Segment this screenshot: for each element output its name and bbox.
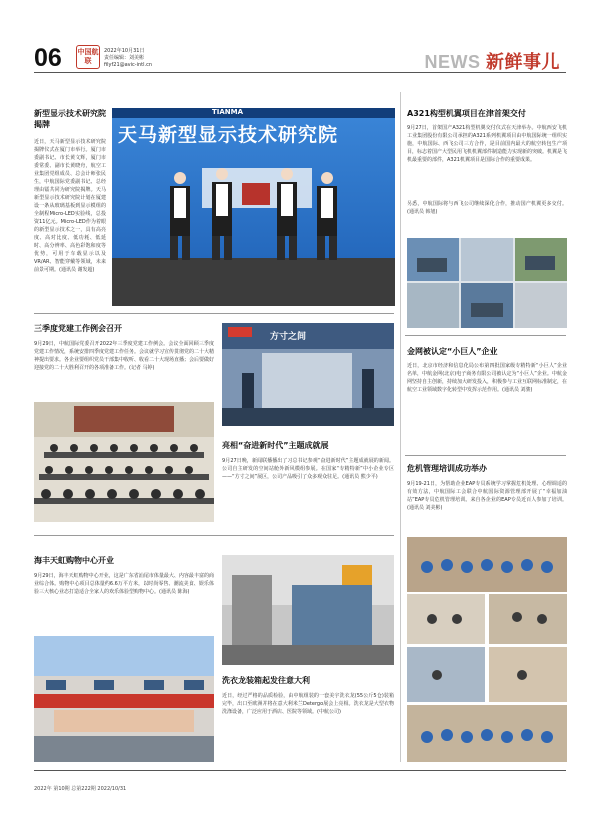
article-body-mall: 9月29日，海丰天虹购物中心开业，这是广东省汕尾市体量最大、内容最丰富的商业综合体。购物中心项目总体量约6.6万平方米，以时尚零售、潮流美食、娱乐体验三大核心业态打造适合全家人的欢乐体验型购物中心。(通讯员 陈海) (34, 573, 214, 595)
section-title-zh: 新鲜事儿 (486, 52, 560, 72)
article-title-forum: 亮相“奋进新时代”主题成就展 (222, 441, 329, 450)
section-title-en: NEWS (424, 52, 481, 72)
meeting-photo (34, 402, 214, 522)
article-title-mall: 海丰天虹购物中心开业 (34, 556, 114, 565)
exhibition-photo-caption: 方寸之间 (270, 332, 307, 342)
institute-ceremony-photo (112, 108, 395, 306)
article-title-training: 危机管理培训成功举办 (407, 464, 487, 473)
issue-meta (104, 48, 152, 69)
article-body-a321-extra: 另悉，中航国际将与西飞公司继续深化合作，推动国产机翼更多交付。(通讯员 韩旭) (407, 201, 567, 215)
header-rule (34, 72, 566, 73)
photo-banner-text: 天马新型显示技术研究院 (118, 124, 339, 146)
article-body-dragon: 近日，经过严格的品质检验，由中航组装的一套美宇洗衣龙(55公斤5仓)装箱完毕，出口至欧洲并将在意大利米兰Detergo展会上亮相。洗衣龙是大型衣物洗涤设备，广泛应用于酒店、医院等领域。(中航公司) (222, 693, 394, 715)
article-body-forum: 9月27日晚，新闻联播播出了习总书记参观“奋进新时代”主题成就展的新闻。公司自主研发的空间站舱外新风模组参展。在国家“专精特新”中小企业专区——“方寸之间”展区，公司产品吸引了众多观众驻足。(通讯员 熊少平) (222, 458, 394, 480)
article-body-a321: 9月27日，首架国产A321构型机翼交付仪式在天津举办。中航西安飞机工业集团股份有限公司承担的A321系列机翼项目由中航国际统一组织实施，中航国际、西飞公司三方合作，是目前国内最大的航空转包生产项目，标志着国产大型民用飞机机翼部件制造能力实现新的突破。机翼是飞机最重要的部件，A321机翼项目是国际合作的重要成果。 (407, 125, 567, 163)
section-rule (34, 313, 394, 314)
column-divider (400, 92, 401, 762)
article-body-training: 9月19-21日，为帮助企业EAP专员系统学习掌握危机处理、心理调适的有效方法，中航国际工会联合中航国际资源管理部开展了“幸福加油站”EAP专员危机管理培训。来自各企业的EAP专员近百人参加了培训。(通讯员 刘美彬) (407, 481, 567, 511)
photo-brand-text: TIANMA (212, 108, 244, 116)
article-title-little-giant: 金网被认定“小巨人”企业 (407, 347, 498, 356)
article-body-little-giant: 近日，北京市经济和信息化局公布第四批国家级专精特新“小巨人”企业名单，中航金网(北京)电子商务有限公司被认定为“小巨人”企业。中航金网坚持自主创新，持续加大研发投入，积极参与工业互联网标准制定，在航空工业领域数字化转型中发挥示范作用。(通讯员 刘骏) (407, 363, 567, 393)
section-rule (34, 535, 394, 536)
issue-date: 2022年10月31日 (104, 48, 145, 54)
article-body-display: 近日，天马新型显示技术研究院揭牌仪式在厦门市举行。厦门市委副书记、市长黄文辉，厦门市委常委、副市长黄晓舟，航空工业集团党组成员、总会计师张民生，中航国际党委副书记、总经理由镭共同为研究院揭牌。天马新型显示技术研究院计划在厦建设一条从玻璃基板到显示模组的全制程Micro-LED实验线，总投资11亿元。Micro-LED作为着眼的新型显示技术之一，具有高亮度、高对比度、低功耗、低延时、高分辨率、高色彩饱和度等优势，可用于车载显示以及VR/AR、智能穿戴等领域，未来前景可期。(通讯员 谢发超) (34, 139, 106, 273)
section-rule (405, 455, 566, 456)
issue-email: filyf21@avic-intl.cn (104, 62, 153, 68)
exhibition-tv-photo (222, 323, 394, 426)
footer-issue-info: 2022年 第10期 总第222期 2022/10/31 (34, 786, 127, 792)
article-title-a321: A321构型机翼项目在津首架交付 (407, 109, 526, 118)
mall-building-photo (34, 636, 214, 762)
article-title-meeting: 三季度党建工作例会召开 (34, 324, 122, 333)
publication-logo: 中国航联 (76, 45, 100, 69)
section-rule (405, 335, 566, 336)
a321-photo-grid (407, 238, 567, 328)
training-photo-collage (407, 537, 567, 762)
washing-dragon-photo (222, 555, 394, 665)
footer-rule (34, 770, 566, 771)
article-title-display: 新型显示技术研究院揭牌 (34, 109, 106, 129)
article-body-meeting: 9月29日，中航国际党委召开2022年三季度党建工作例会。会议全面回顾三季度党建工作情况，系统安排四季度党建工作任务。会议就学习宣传贯彻党的二十大精神提出要求。各企业要组织党员干部集中收听、收看二十大现场直播；会后要做好迎接党的二十大胜利召开的各项准备工作。(记者 马婷) (34, 341, 214, 371)
article-title-dragon: 洗衣龙装箱起发往意大利 (222, 676, 310, 685)
section-title (424, 48, 560, 74)
issue-editor: 责任编辑：刘美彬 (104, 55, 145, 61)
page-number: 06 (34, 44, 62, 72)
